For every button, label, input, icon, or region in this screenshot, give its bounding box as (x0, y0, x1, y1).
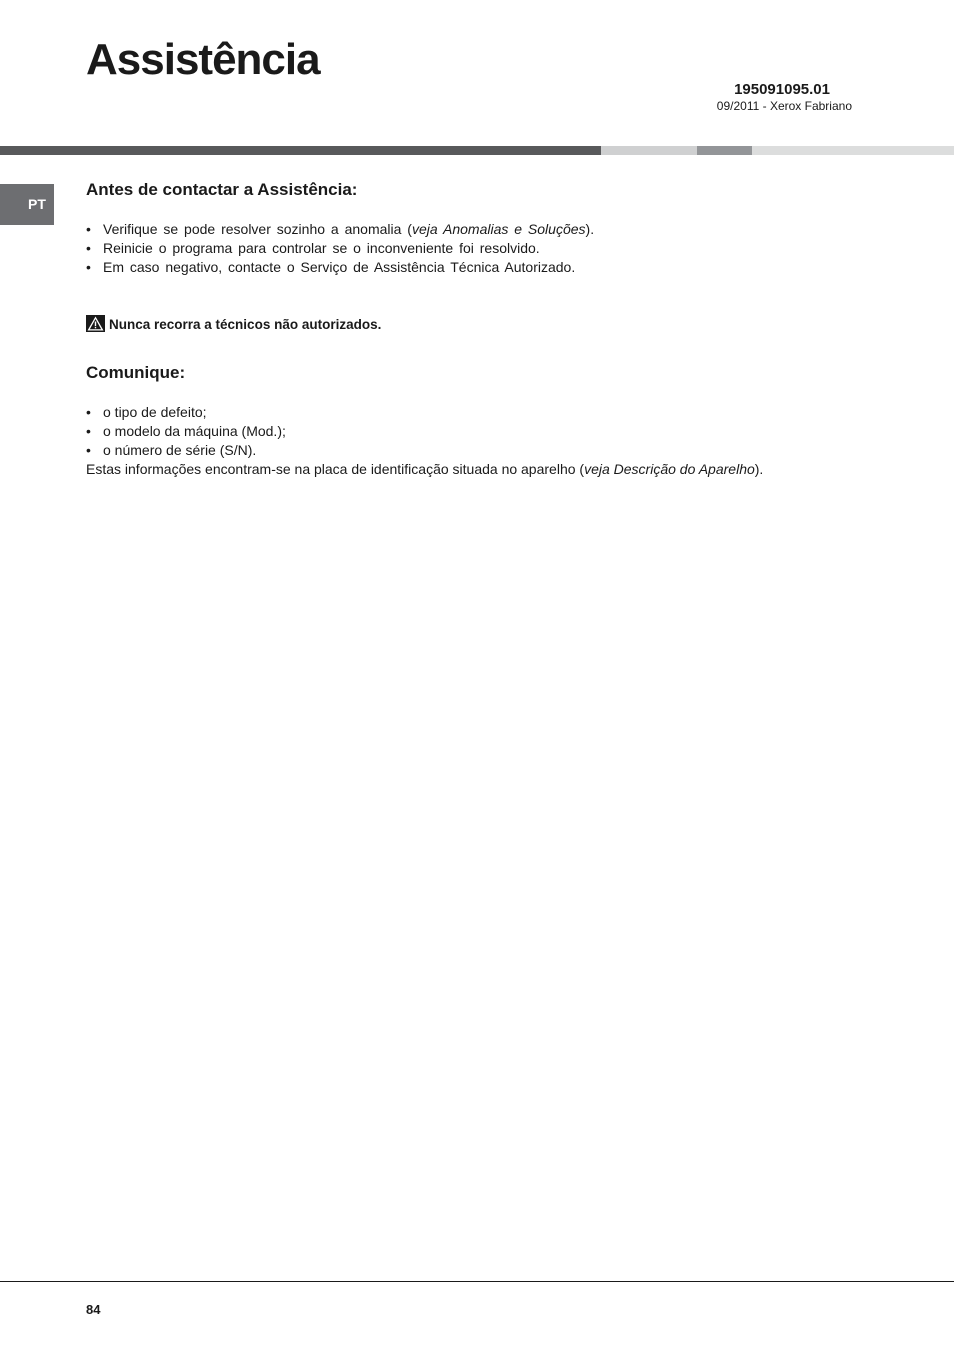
header-bar-dark (0, 146, 601, 155)
cross-reference: veja Anomalias e Soluções (411, 221, 586, 237)
list-item: • Reinicie o programa para controlar se o inconveniente foi resolvido. (86, 239, 594, 258)
warning-note (86, 315, 381, 334)
list-item-text: Verifique se pode resolver sozinho a anomalia ( (103, 221, 412, 237)
document-date: 09/2011 - Xerox Fabriano (716, 99, 852, 113)
section-heading-before-contact: Antes de contactar a Assistência: (86, 180, 358, 199)
list-item: • o modelo da máquina (Mod.); (86, 422, 286, 441)
list-item (86, 220, 594, 239)
identification-info (86, 460, 763, 479)
list-item: • Em caso negativo, contacte o Serviço de Assistência Técnica Autorizado. (86, 258, 594, 277)
header-bar-light-end (752, 146, 954, 155)
page-title: Assistência (86, 35, 320, 84)
list-item-text: ). (585, 221, 595, 237)
footer-rule (0, 1281, 954, 1282)
warning-text: Nunca recorra a técnicos não autorizados. (109, 317, 382, 332)
header-bar-light (601, 146, 697, 155)
document-code: 195091095.01 (734, 81, 830, 98)
info-text: Estas informações encontram-se na placa de identificação situada no aparelho ( (86, 461, 585, 477)
language-tab-label: PT (28, 196, 46, 212)
list-item: • o número de série (S/N). (86, 441, 286, 460)
communicate-list (86, 403, 286, 460)
section-heading-communicate: Comunique: (86, 363, 186, 382)
before-contact-list (86, 220, 594, 277)
warning-triangle-icon (86, 315, 105, 332)
language-tab (0, 184, 54, 225)
info-text: ). (754, 461, 764, 477)
cross-reference: veja Descrição do Aparelho (584, 461, 755, 477)
list-item: • o tipo de defeito; (86, 403, 286, 422)
page-number: 84 (86, 1302, 101, 1317)
header-bar-mid (697, 146, 752, 155)
